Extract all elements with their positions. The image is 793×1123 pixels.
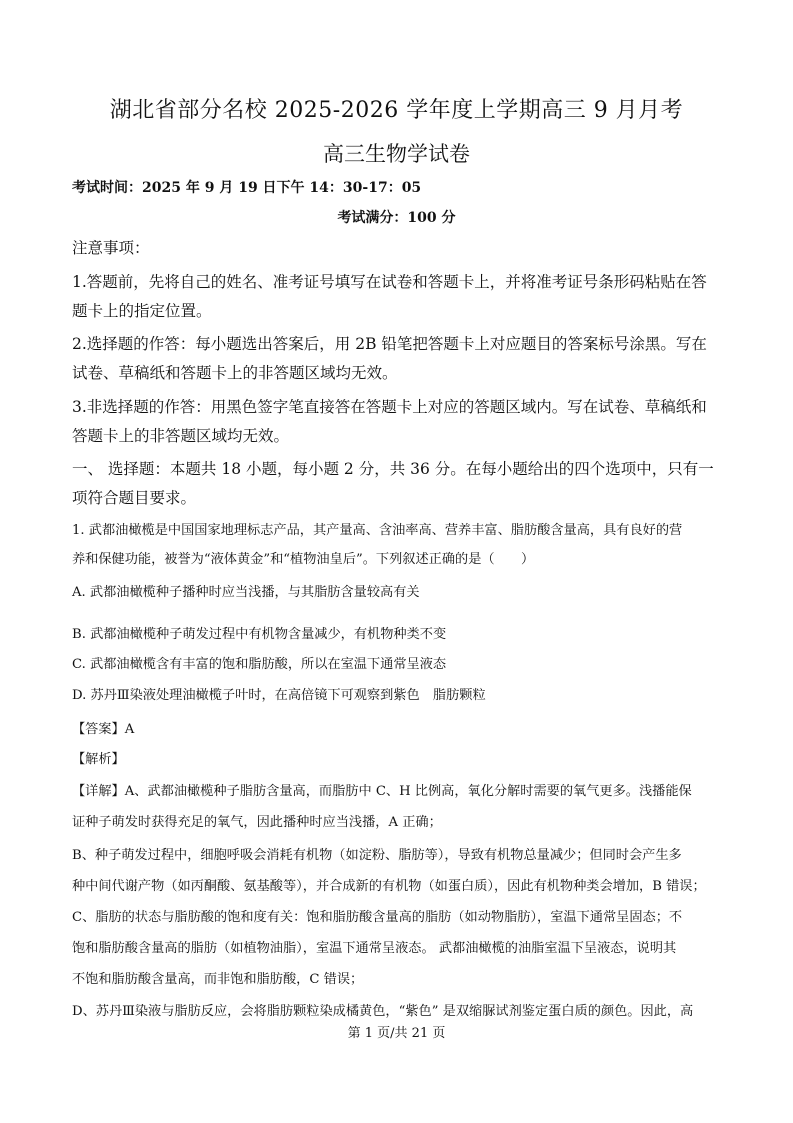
detail-line: 【详解】A、武都油橄榄种子脂肪含量高，而脂肪中 C、H 比例高，氧化分解时需要的氧气更多。浅播能保 — [72, 784, 692, 799]
exam-title: 湖北省部分名校 2025-2026 学年度上学期高三 9 月月考 — [109, 98, 684, 123]
notice-line: 3.非选择题的作答：用黑色签字笔直接答在答题卡上对应的答题区域内。写在试卷、草稿纸和 — [72, 398, 707, 416]
detail-line: 证种子萌发时获得充足的氧气，因此播种时应当浅播，A 正确； — [72, 815, 442, 830]
full-score: 考试满分：100 分 — [337, 210, 456, 226]
notice-heading: 注意事项： — [72, 239, 150, 257]
question-stem: 1. 武都油橄榄是中国国家地理标志产品，其产量高、含油率高、营养丰富、脂肪酸含量高，具有良好的营 — [72, 523, 683, 538]
exam-subtitle: 高三生物学试卷 — [323, 142, 470, 166]
analysis-label: 【解析】 — [72, 752, 125, 767]
detail-line: 饱和脂肪酸含量高的脂肪（如植物油脂），室温下通常呈液态。 武都油橄榄的油脂室温下呈液态，说明其 — [72, 941, 677, 956]
notice-line: 2.选择题的作答：每小题选出答案后，用 2B 铅笔把答题卡上对应题目的答案标号涂黑。写在 — [72, 335, 707, 353]
option-d: D. 苏丹Ⅲ染液处理油橄榄子叶时，在高倍镜下可观察到紫色 脂肪颗粒 — [72, 688, 486, 703]
detail-line: B、种子萌发过程中，细胞呼吸会消耗有机物（如淀粉、脂肪等），导致有机物总量减少；但同时会产生多 — [72, 848, 682, 863]
notice-line: 1.答题前，先将自己的姓名、准考证号填写在试卷和答题卡上，并将准考证号条形码粘贴在答 — [72, 273, 707, 291]
detail-line: 不饱和脂肪酸含量高，而非饱和脂肪酸，C 错误； — [72, 972, 364, 987]
notice-line: 题卡上的指定位置。 — [72, 302, 212, 320]
page-number: 第 1 页/共 21 页 — [347, 1026, 446, 1041]
exam-time: 考试时间：2025 年 9 月 19 日下午 14：30-17：05 — [72, 180, 422, 196]
answer-label: 【答案】A — [72, 722, 135, 737]
notice-line: 试卷、草稿纸和答题卡上的非答题区域均无效。 — [72, 364, 398, 382]
detail-line: 种中间代谢产物（如丙酮酸、氨基酸等），并合成新的有机物（如蛋白质），因此有机物种类会增加，B 错误； — [72, 879, 706, 894]
detail-line: C、脂肪的状态与脂肪酸的饱和度有关：饱和脂肪酸含量高的脂肪（如动物脂肪），室温下通常呈固态；不 — [72, 910, 683, 925]
option-c: C. 武都油橄榄含有丰富的饱和脂肪酸，所以在室温下通常呈液态 — [72, 657, 447, 672]
option-b: B. 武都油橄榄种子萌发过程中有机物含量减少，有机物种类不变 — [72, 627, 447, 642]
question-stem: 养和保健功能，被誉为“液体黄金”和“植物油皇后”。下列叙述正确的是（ ） — [72, 552, 535, 567]
detail-line: D、苏丹Ⅲ染液与脂肪反应，会将脂肪颗粒染成橘黄色，“紫色” 是双缩脲试剂鉴定蛋白质的颜色。因此，高 — [72, 1004, 694, 1019]
section-heading: 项符合题目要求。 — [72, 489, 197, 507]
option-a: A. 武都油橄榄种子播种时应当浅播，与其脂肪含量较高有关 — [72, 585, 420, 600]
notice-line: 答题卡上的非答题区域均无效。 — [72, 427, 290, 445]
section-heading: 一、 选择题：本题共 18 小题，每小题 2 分，共 36 分。在每小题给出的四个选项中，只有一 — [72, 460, 714, 478]
